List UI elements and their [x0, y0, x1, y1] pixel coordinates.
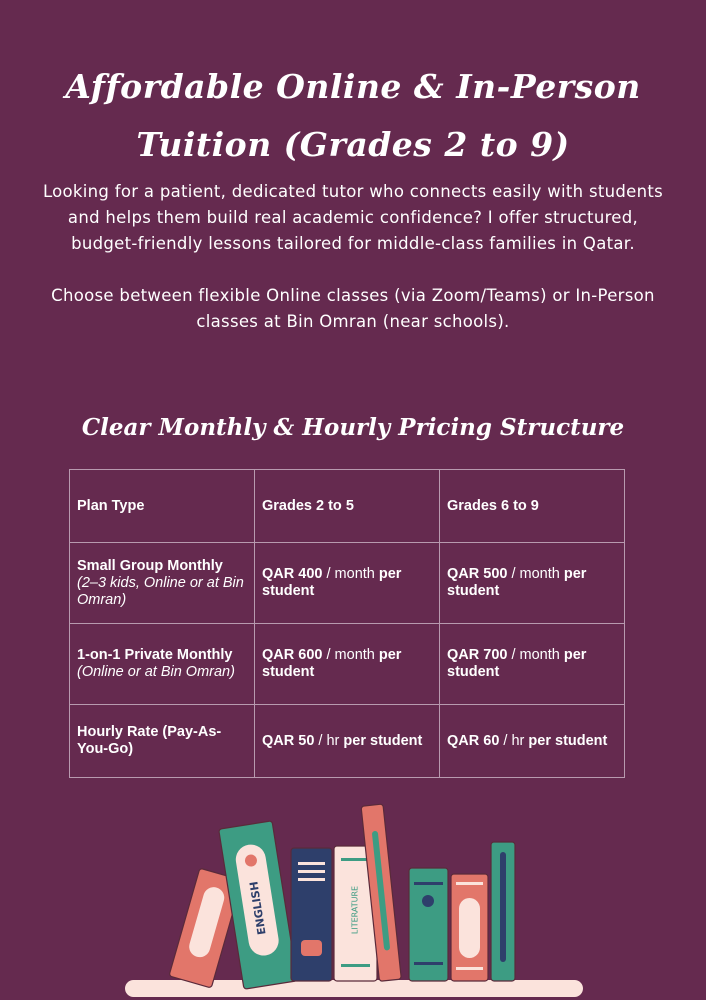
- price-cell-grades-6-9: [440, 543, 625, 624]
- plan-name: Hourly Rate (Pay-As-You-Go): [77, 724, 222, 757]
- price-unit: / month: [322, 566, 379, 582]
- price-suffix: per student: [447, 566, 587, 599]
- price-amount: QAR 600: [262, 647, 323, 663]
- price-cell-grades-6-9: [440, 624, 625, 705]
- column-header-plan-type: Plan Type: [70, 470, 255, 543]
- table-header-row: [70, 470, 625, 543]
- intro-paragraph-1: Looking for a patient, dedicated tutor who connects easily with students and helps them build real academic confidence? I offer structured, budget-friendly lessons tailored for middle-class families in Qatar.: [42, 182, 664, 253]
- slim-green-book: [491, 842, 515, 981]
- page-title: [0, 58, 706, 174]
- price-amount: QAR 400: [262, 566, 323, 582]
- pricing-heading: Clear Monthly & Hourly Pricing Structure: [81, 414, 625, 441]
- plan-name: 1-on-1 Private Monthly: [77, 647, 233, 663]
- price-cell-grades-2-5: [255, 705, 440, 778]
- plan-note: (2–3 kids, Online or at Bin Omran): [77, 574, 244, 608]
- price-suffix: per student: [447, 647, 587, 680]
- english-spine-label: ENGLISH: [247, 880, 269, 936]
- books-illustration: [0, 790, 706, 1000]
- literature-spine-label: LITERATURE: [350, 885, 360, 935]
- column-header-grades-6-9: Grades 6 to 9: [440, 470, 625, 543]
- coral-book-right: [451, 874, 488, 981]
- price-suffix: per student: [343, 732, 423, 749]
- price-suffix: per student: [262, 566, 402, 599]
- column-header-grades-2-5: Grades 2 to 5: [255, 470, 440, 543]
- green-book: [409, 868, 448, 981]
- table-row: [70, 543, 625, 624]
- english-book: [219, 821, 298, 989]
- plan-cell: [70, 543, 255, 624]
- price-amount: QAR 50: [262, 732, 315, 749]
- price-unit: / hr: [314, 732, 344, 749]
- title-line-2: Tuition (Grades 2 to 9): [136, 125, 570, 164]
- table-row: [70, 705, 625, 778]
- plan-name: Small Group Monthly: [77, 557, 223, 574]
- plan-note: (Online or at Bin Omran): [77, 664, 235, 680]
- intro-section: [40, 179, 666, 335]
- price-amount: QAR 60: [447, 732, 500, 749]
- plan-cell: [70, 705, 255, 778]
- price-amount: QAR 700: [447, 647, 508, 663]
- price-cell-grades-2-5: [255, 543, 440, 624]
- pricing-table: [69, 469, 625, 778]
- title-line-1: Affordable Online & In-Person: [65, 67, 641, 106]
- price-unit: / month: [322, 647, 379, 663]
- price-suffix: per student: [528, 732, 608, 749]
- price-cell-grades-2-5: [255, 624, 440, 705]
- price-unit: / hr: [499, 732, 529, 749]
- price-cell-grades-6-9: [440, 705, 625, 778]
- price-suffix: per student: [262, 647, 402, 680]
- price-unit: / month: [507, 647, 564, 663]
- price-unit: / month: [507, 566, 564, 582]
- intro-paragraph-2: Choose between flexible Online classes (via Zoom/Teams) or In-Person classes at Bin Omran (near schools).: [51, 286, 655, 331]
- price-amount: QAR 500: [447, 566, 508, 582]
- navy-book: [291, 848, 332, 981]
- plan-cell: [70, 624, 255, 705]
- table-row: [70, 624, 625, 705]
